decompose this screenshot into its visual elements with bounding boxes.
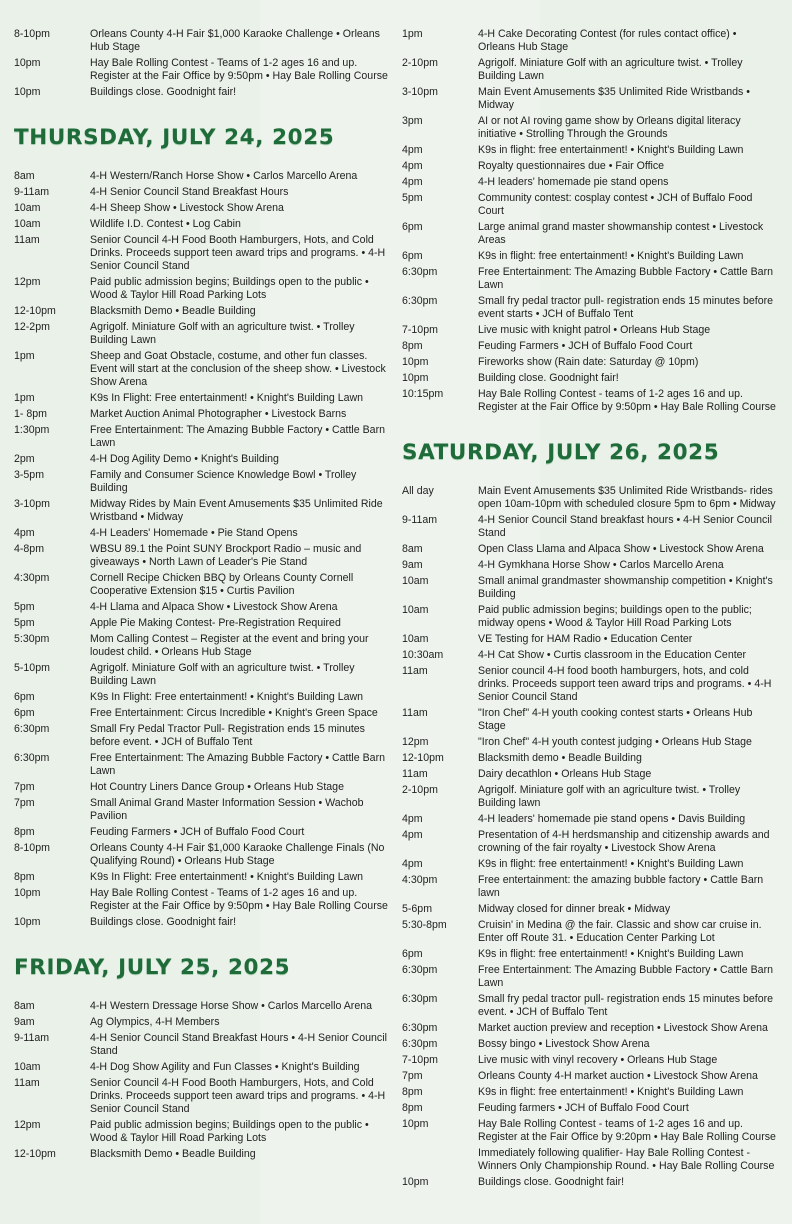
event-row [14,408,390,421]
event-time: 10pm [402,1176,429,1188]
event-description: Free Entertainment: The Amazing Bubble Factory • Cattle Barn Lawn [478,964,773,989]
day-heading: THURSDAY, JULY 24, 2025 [14,125,335,150]
event-description: Open Class Llama and Alpaca Show • Livestock Show Arena [478,543,764,555]
event-row [402,829,778,855]
event-row [402,266,778,292]
event-time: 6pm [402,221,423,233]
event-time: 5pm [402,192,423,204]
event-time: 7pm [14,797,35,809]
event-description: Market auction preview and reception • Livestock Show Arena [478,1022,768,1034]
event-row [402,752,778,765]
event-time: 3-10pm [14,498,50,510]
event-row [402,1070,778,1083]
event-description: Blacksmith Demo • Beadle Building [90,1148,256,1160]
event-row [402,514,778,540]
event-description: Buildings close. Goodnight fair! [90,86,237,98]
event-row [402,768,778,781]
event-row [14,86,390,99]
event-row [14,826,390,839]
event-list [14,1000,390,1161]
event-row [14,1148,390,1161]
event-row [402,604,778,630]
event-row [402,1086,778,1099]
event-row [402,707,778,733]
event-time: 6:30pm [14,752,50,764]
event-time: 3pm [402,115,423,127]
event-time: 1pm [14,392,35,404]
event-time: 6:30pm [402,266,438,278]
event-description: K9s in flight: free entertainment! • Knight's Building Lawn [478,1086,744,1098]
event-description: Buildings close. Goodnight fair! [90,916,237,928]
event-row [14,392,390,405]
event-row [14,916,390,929]
event-time: 6:30pm [402,295,438,307]
event-description: Small fry pedal tractor pull- registration ends 15 minutes before event starts • JCH of Buffalo Tent [478,295,774,320]
event-row [402,919,778,945]
event-description: Orleans County 4-H Fair $1,000 Karaoke Challenge Finals (No Qualifying Round) • Orleans Hub Stage [90,842,385,867]
event-row [402,57,778,83]
event-description: Dairy decathlon • Orleans Hub Stage [478,768,652,780]
schedule-column-right [402,28,778,1192]
event-description: Sheep and Goat Obstacle, costume, and other fun classes. Event will start at the conclusion of the sheep show. • Livestock Show Arena [90,350,386,388]
event-description: Free Entertainment: The Amazing Bubble Factory • Cattle Barn Lawn [90,424,385,449]
event-description: Presentation of 4-H herdsmanship and citizenship awards and crowning of the fair royalty • Livestock Show Arena [478,829,770,854]
event-row [402,559,778,572]
event-time: 12pm [14,276,41,288]
event-description: Feuding farmers • JCH of Buffalo Food Court [478,1102,689,1114]
event-time: 5-6pm [402,903,433,915]
event-time: 4:30pm [14,572,50,584]
event-row [14,202,390,215]
event-time: 4pm [402,813,423,825]
event-time: 7pm [402,1070,423,1082]
event-description: Agrigolf. Miniature Golf with an agriculture twist. • Trolley Building Lawn [90,321,355,346]
event-row [14,1061,390,1074]
event-time: 11am [402,768,428,780]
event-time: 4pm [14,527,35,539]
event-description: Live music with knight patrol • Orleans Hub Stage [478,324,711,336]
event-row [402,1102,778,1115]
event-row [402,1022,778,1035]
event-description: Paid public admission begins; Buildings open to the public • Wood & Taylor Hill Road Parking Lots [90,1119,369,1144]
event-row [402,964,778,990]
event-row [402,340,778,353]
event-description: Main Event Amusements $35 Unlimited Ride Wristbands- rides open 10am-10pm with scheduled closure 5pm to 6pm • Midway [478,485,776,510]
event-time: 5:30pm [14,633,50,645]
event-time: 9am [14,1016,35,1028]
event-time: 12-10pm [14,305,56,317]
event-time: 6pm [402,250,423,262]
event-description: Small Fry Pedal Tractor Pull- Registration ends 15 minutes before event. • JCH of Buffalo Tent [90,723,365,748]
event-description: 4-H Llama and Alpaca Show • Livestock Show Arena [90,601,338,613]
event-description: Agrigolf. Miniature Golf with an agriculture twist. • Trolley Building Lawn [90,662,355,687]
event-time: 5pm [14,601,35,613]
event-description: Midway Rides by Main Event Amusements $35 Unlimited Ride Wristband • Midway [90,498,383,523]
event-row [14,1016,390,1029]
event-time: 11am [402,707,428,719]
event-time: 12pm [14,1119,41,1131]
event-description: K9s In Flight: Free entertainment! • Knight's Building Lawn [90,691,364,703]
event-row [402,115,778,141]
event-row [14,1077,390,1116]
event-row [14,633,390,659]
event-description: 4-H Dog Show Agility and Fun Classes • Knight's Building [90,1061,360,1073]
event-row [402,649,778,662]
event-row [14,1032,390,1058]
event-row [402,948,778,961]
event-description: Cruisin' in Medina @ the fair. Classic and show car cruise in. Enter off Route 31. • Education Center Parking Lot [478,919,762,944]
event-time: 8am [402,543,423,555]
event-time: 10pm [14,887,41,899]
event-time: 8pm [402,1102,423,1114]
event-description: Main Event Amusements $35 Unlimited Ride Wristbands • Midway [478,86,751,111]
event-row [14,321,390,347]
event-time: 10:30am [402,649,444,661]
event-description: Hay Bale Rolling Contest - Teams of 1-2 ages 16 and up. Register at the Fair Office by 9:50pm • Hay Bale Rolling Course [90,887,388,912]
event-time: 5:30-8pm [402,919,447,931]
event-time: 10pm [402,372,429,384]
event-time: 7-10pm [402,1054,438,1066]
event-row [402,543,778,556]
event-time: 1- 8pm [14,408,47,420]
event-description: 4-H Western/Ranch Horse Show • Carlos Marcello Arena [90,170,358,182]
event-description: Live music with vinyl recovery • Orleans Hub Stage [478,1054,718,1066]
event-description: Free Entertainment: Circus Incredible • Knight's Green Space [90,707,378,719]
event-description: 4-H Gymkhana Horse Show • Carlos Marcello Arena [478,559,724,571]
event-description: K9s in flight: free entertainment! • Knight's Building Lawn [478,858,744,870]
event-time: 5pm [14,617,35,629]
event-row [402,160,778,173]
event-time: 10am [14,218,41,230]
event-row [402,144,778,157]
event-time: 2pm [14,453,35,465]
event-time: 10pm [402,356,429,368]
event-row [14,186,390,199]
event-row [14,424,390,450]
event-description: Building close. Goodnight fair! [478,372,619,384]
event-description: Apple Pie Making Contest- Pre-Registration Required [90,617,341,629]
event-description: Wildlife I.D. Contest • Log Cabin [90,218,241,230]
event-description: Blacksmith Demo • Beadle Building [90,305,256,317]
event-time: 4pm [402,829,423,841]
event-time: 4pm [402,160,423,172]
event-row [14,234,390,273]
event-time: 8pm [14,826,35,838]
event-row [14,1000,390,1013]
event-time: 11am [402,665,428,677]
event-time: 10pm [14,916,41,928]
event-row [402,221,778,247]
event-description: Family and Consumer Science Knowledge Bowl • Trolley Building [90,469,357,494]
event-description: Buildings close. Goodnight fair! [478,1176,625,1188]
event-time: 2-10pm [402,784,438,796]
event-time: 11am [14,234,40,246]
event-description: 4-H Cake Decorating Contest (for rules contact office) • Orleans Hub Stage [478,28,737,53]
event-row [14,842,390,868]
event-description: Small Animal Grand Master Information Session • Wachob Pavilion [90,797,364,822]
event-description: 4-H Senior Council Stand Breakfast Hours [90,186,289,198]
event-description: Feuding Farmers • JCH of Buffalo Food Court [478,340,693,352]
event-row [402,633,778,646]
event-time: 7-10pm [402,324,438,336]
event-row [402,813,778,826]
event-time: 11am [14,1077,40,1089]
event-description: Senior Council 4-H Food Booth Hamburgers, Hots, and Cold Drinks. Proceeds support teen award trips and programs. • 4-H Senior Council Stand [90,234,386,272]
event-description: 4-H leaders' homemade pie stand opens • Davis Building [478,813,746,825]
event-row [402,250,778,263]
event-row [14,871,390,884]
event-row [14,572,390,598]
event-time: 9-11am [14,186,50,198]
event-time: 10am [402,633,429,645]
event-time: 8am [14,170,35,182]
event-time: 12-10pm [14,1148,56,1160]
event-description: 4-H Senior Council Stand breakfast hours • 4-H Senior Council Stand [478,514,773,539]
event-row [402,176,778,189]
event-row [402,295,778,321]
event-row [14,543,390,569]
event-description: Ag Olympics, 4-H Members [90,1016,220,1028]
event-description: Blacksmith demo • Beadle Building [478,752,642,764]
event-time: 1:30pm [14,424,50,436]
event-time: 8-10pm [14,842,50,854]
event-description: Feuding Farmers • JCH of Buffalo Food Court [90,826,305,838]
event-time: 10am [14,1061,41,1073]
event-row [402,1118,778,1144]
event-row [14,707,390,720]
event-row [14,305,390,318]
event-description: "Iron Chef" 4-H youth contest judging • Orleans Hub Stage [478,736,752,748]
event-row [14,170,390,183]
event-row [14,276,390,302]
event-time: 6pm [402,948,423,960]
event-description: Paid public admission begins; Buildings open to the public • Wood & Taylor Hill Road Parking Lots [90,276,369,301]
event-row [14,453,390,466]
event-time: 9am [402,559,423,571]
event-row [14,28,390,54]
event-time: 2-10pm [402,57,438,69]
event-time: 12-10pm [402,752,444,764]
event-row [402,356,778,369]
event-description: K9s In Flight: Free entertainment! • Knight's Building Lawn [90,871,364,883]
event-time: 8am [14,1000,35,1012]
event-row [402,784,778,810]
event-description: 4-H Sheep Show • Livestock Show Arena [90,202,284,214]
event-row [402,736,778,749]
event-time: 6:30pm [402,964,438,976]
event-row [402,86,778,112]
event-row [14,498,390,524]
event-description: Senior council 4-H food booth hamburgers, hots, and cold drinks. Proceeds support teen award trips and programs. • 4-H Senior Council Stand [478,665,772,703]
event-time: 3-10pm [402,86,438,98]
event-time: 8pm [402,340,423,352]
event-row [14,218,390,231]
event-time: 10am [402,575,429,587]
event-row [402,485,778,511]
event-row [402,388,778,414]
event-description: Fireworks show (Rain date: Saturday @ 10pm) [478,356,699,368]
event-list [14,170,390,929]
day-heading: SATURDAY, JULY 26, 2025 [402,440,720,465]
event-description: Immediately following qualifier- Hay Bale Rolling Contest - Winners Only Championship Round. • Hay Bale Rolling Course [478,1147,775,1172]
event-description: AI or not AI roving game show by Orleans digital literacy initiative • Strolling Through the Grounds [478,115,741,140]
event-row [14,662,390,688]
event-row [402,575,778,601]
event-time: 1pm [402,28,423,40]
event-time: 3-5pm [14,469,45,481]
event-description: Hay Bale Rolling Contest - teams of 1-2 ages 16 and up. Register at the Fair Office by 9:20pm • Hay Bale Rolling Course [478,1118,776,1143]
event-time: 12-2pm [14,321,50,333]
event-time: 5-10pm [14,662,50,674]
event-row [402,192,778,218]
event-description: 4-H Western Dressage Horse Show • Carlos Marcello Arena [90,1000,373,1012]
event-description: Paid public admission begins; buildings open to the public; midway opens • Wood & Taylor Hill Road Parking Lots [478,604,752,629]
event-time: 9-11am [14,1032,50,1044]
event-row [402,665,778,704]
event-time: 6:30pm [402,993,438,1005]
event-time: 8-10pm [14,28,50,40]
event-time: 10pm [14,57,41,69]
event-time: 10:15pm [402,388,444,400]
event-description: Midway closed for dinner break • Midway [478,903,671,915]
event-time: 6pm [14,707,35,719]
event-description: Agrigolf. Miniature Golf with an agriculture twist. • Trolley Building Lawn [478,57,743,82]
event-row [402,1147,778,1173]
event-description: "Iron Chef" 4-H youth cooking contest starts • Orleans Hub Stage [478,707,753,732]
event-time: 1pm [14,350,35,362]
event-description: Hay Bale Rolling Contest - teams of 1-2 ages 16 and up. Register at the Fair Office by 9:50pm • Hay Bale Rolling Course [478,388,776,413]
event-description: Royalty questionnaires due • Fair Office [478,160,665,172]
event-row [402,1054,778,1067]
event-row [402,858,778,871]
event-description: 4-H Dog Agility Demo • Knight's Building [90,453,279,465]
event-time: 10am [402,604,429,616]
event-time: 12pm [402,736,429,748]
event-description: 4-H leaders' homemade pie stand opens [478,176,669,188]
event-row [402,28,778,54]
event-description: Hot Country Liners Dance Group • Orleans Hub Stage [90,781,344,793]
event-description: 4-H Cat Show • Curtis classroom in the Education Center [478,649,747,661]
event-row [14,797,390,823]
event-description: Small animal grandmaster showmanship competition • Knight's Building [478,575,773,600]
event-description: Free entertainment: the amazing bubble factory • Cattle Barn lawn [478,874,764,899]
event-description: K9s In Flight: Free entertainment! • Knight's Building Lawn [90,392,364,404]
event-description: K9s in flight: free entertainment! • Knight's Building Lawn [478,250,744,262]
event-description: Mom Calling Contest – Register at the event and bring your loudest child. • Orleans Hub Stage [90,633,369,658]
event-description: Community contest: cosplay contest • JCH of Buffalo Food Court [478,192,753,217]
event-row [402,874,778,900]
event-row [14,617,390,630]
schedule-column-left [14,28,390,1164]
event-time: 10pm [14,86,41,98]
event-row [402,993,778,1019]
event-description: Large animal grand master showmanship contest • Livestock Areas [478,221,764,246]
event-time: 4pm [402,858,423,870]
event-description: Senior Council 4-H Food Booth Hamburgers, Hots, and Cold Drinks. Proceeds support teen award trips and programs. • 4-H Senior Council Stand [90,1077,386,1115]
event-row [14,752,390,778]
event-row [402,1038,778,1051]
event-row [14,723,390,749]
event-description: Bossy bingo • Livestock Show Arena [478,1038,650,1050]
event-row [402,372,778,385]
event-row [14,1119,390,1145]
event-time: 8pm [14,871,35,883]
event-description: Cornell Recipe Chicken BBQ by Orleans County Cornell Cooperative Extension $15 • Curtis Pavilion [90,572,354,597]
event-row [14,601,390,614]
event-description: Agrigolf. Miniature golf with an agriculture twist. • Trolley Building lawn [478,784,741,809]
event-time: 10am [14,202,41,214]
event-time: 4:30pm [402,874,438,886]
event-row [14,57,390,83]
event-time: 4-8pm [14,543,45,555]
event-description: VE Testing for HAM Radio • Education Center [478,633,693,645]
event-description: Free Entertainment: The Amazing Bubble Factory • Cattle Barn Lawn [478,266,773,291]
event-row [14,350,390,389]
event-row [402,903,778,916]
event-description: Hay Bale Rolling Contest - Teams of 1-2 ages 16 and up. Register at the Fair Office by 9:50pm • Hay Bale Rolling Course [90,57,388,82]
event-description: 4-H Leaders' Homemade • Pie Stand Opens [90,527,298,539]
event-time: 6:30pm [402,1022,438,1034]
event-time: 6:30pm [14,723,50,735]
event-row [402,324,778,337]
event-time: 9-11am [402,514,438,526]
event-time: 7pm [14,781,35,793]
day-heading: FRIDAY, JULY 25, 2025 [14,955,291,980]
event-description: Orleans County 4-H market auction • Livestock Show Arena [478,1070,758,1082]
event-row [402,1176,778,1189]
event-time: 4pm [402,176,423,188]
event-description: K9s in flight: free entertainment! • Knight's Building Lawn [478,144,744,156]
event-description: WBSU 89.1 the Point SUNY Brockport Radio – music and giveaways • North Lawn of Leader's Pie Stand [90,543,362,568]
event-list [402,485,778,1189]
event-row [14,781,390,794]
event-row [14,887,390,913]
event-row [14,469,390,495]
event-time: 6pm [14,691,35,703]
event-time: 4pm [402,144,423,156]
event-time: 10pm [402,1118,429,1130]
event-row [14,527,390,540]
event-description: Small fry pedal tractor pull- registration ends 15 minutes before event. • JCH of Buffalo Tent [478,993,774,1018]
event-description: Market Auction Animal Photographer • Livestock Barns [90,408,347,420]
event-time: 8pm [402,1086,423,1098]
event-row [14,691,390,704]
event-list [402,28,778,414]
event-description: 4-H Senior Council Stand Breakfast Hours • 4-H Senior Council Stand [90,1032,387,1057]
event-description: Free Entertainment: The Amazing Bubble Factory • Cattle Barn Lawn [90,752,385,777]
event-list [14,28,390,99]
event-time: 6:30pm [402,1038,438,1050]
event-description: K9s in flight: free entertainment! • Knight's Building Lawn [478,948,744,960]
event-time: All day [402,485,434,497]
event-description: Orleans County 4-H Fair $1,000 Karaoke Challenge • Orleans Hub Stage [90,28,380,53]
